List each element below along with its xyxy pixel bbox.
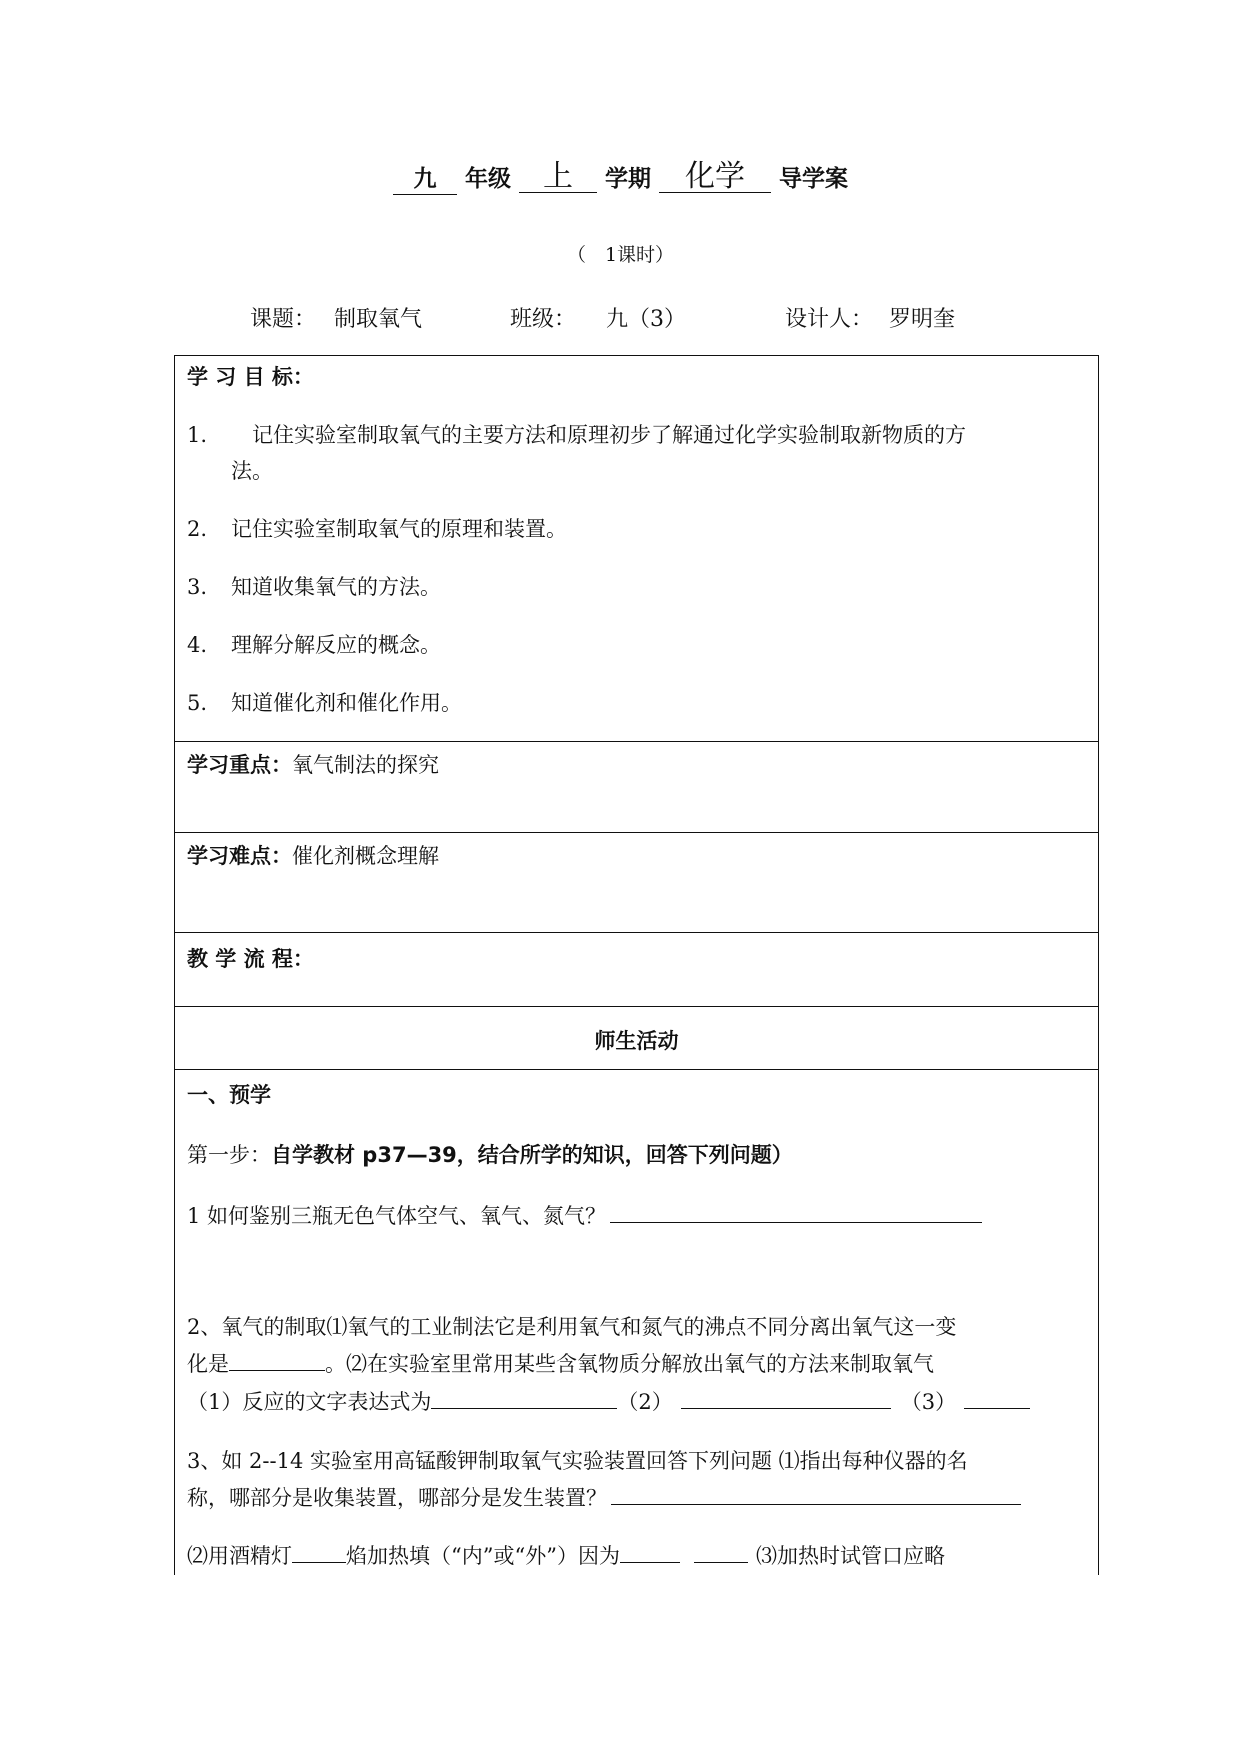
question-3-line2: 称，哪部分是收集装置，哪部分是发生装置？ — [187, 1482, 1021, 1513]
class-field — [510, 302, 686, 333]
topic-field — [250, 302, 422, 333]
question-3-line1: 3、如 2--14 实验室用高锰酸钾制取氧气实验装置回答下列问题 ⑴指出每种仪器的名 — [187, 1449, 968, 1473]
answer-blank[interactable] — [431, 1386, 617, 1409]
question-2-line2: 化是 。⑵在实验室里常用某些含氧物质分解放出氧气的方法来制取氧气 — [187, 1348, 934, 1379]
grade-label: 年级 — [464, 165, 511, 192]
topic-label: 课题： — [250, 307, 317, 332]
row-divider — [174, 832, 1099, 833]
lesson-count: （ 1课时） — [566, 244, 675, 266]
flow-heading: 教 学 流 程： — [187, 947, 314, 971]
row-divider — [174, 1006, 1099, 1007]
doc-label: 导学案 — [779, 165, 849, 192]
goal-item-3: 3. 知道收集氧气的方法。 — [187, 575, 441, 599]
designer-value: 罗明奎 — [889, 307, 956, 332]
goal-item-1: 1. 记住实验室制取氧气的主要方法和原理初步了解通过化学实验制取新物质的方 — [187, 423, 966, 447]
goals-heading: 学 习 目 标： — [187, 365, 314, 389]
preview-heading: 一、预学 — [187, 1083, 271, 1107]
grade-value: 九 — [393, 164, 457, 195]
question-2-line3: （1）反应的文字表达式为 （2） （3） — [187, 1386, 1030, 1417]
document-title — [0, 160, 1241, 195]
answer-blank[interactable] — [694, 1540, 748, 1563]
class-label: 班级： — [510, 307, 577, 332]
answer-blank[interactable] — [229, 1348, 325, 1371]
class-value: 九（3） — [606, 307, 687, 332]
answer-blank[interactable] — [681, 1386, 891, 1409]
answer-blank[interactable] — [620, 1540, 680, 1563]
question-2-line1: 2、氧气的制取⑴氧气的工业制法它是利用氧气和氮气的沸点不同分离出氧气这一变 — [187, 1315, 957, 1339]
key-point: 学习重点：氧气制法的探究 — [187, 753, 439, 777]
term-value: 上 — [519, 162, 597, 193]
row-divider — [174, 741, 1099, 742]
row-divider — [174, 932, 1099, 933]
term-label: 学期 — [605, 165, 651, 192]
step-one: 第一步：自学教材 p37—39，结合所学的知识，回答下列问题） — [187, 1143, 793, 1167]
goal-item-1-cont: 法。 — [231, 459, 273, 483]
question-1: 1 如何鉴别三瓶无色气体空气、氧气、氮气？ — [187, 1200, 982, 1231]
goal-item-4: 4. 理解分解反应的概念。 — [187, 633, 441, 657]
subject-value: 化学 — [659, 162, 771, 193]
answer-blank[interactable] — [292, 1540, 346, 1563]
activity-heading: 师生活动 — [594, 1029, 679, 1053]
answer-blank[interactable] — [964, 1386, 1030, 1409]
designer-field — [785, 302, 955, 333]
question-3-line3: ⑵用酒精灯 焰加热填（“内”或“外”）因为 ⑶加热时试管口应略 — [187, 1540, 945, 1571]
answer-blank[interactable] — [611, 1482, 1021, 1505]
difficulty: 学习难点：催化剂概念理解 — [187, 844, 439, 868]
designer-label: 设计人： — [785, 307, 874, 332]
topic-value: 制取氧气 — [334, 307, 423, 332]
goal-item-5: 5. 知道催化剂和催化作用。 — [187, 691, 462, 715]
answer-blank[interactable] — [610, 1200, 982, 1223]
row-divider — [174, 1069, 1099, 1070]
goal-item-2: 2. 记住实验室制取氧气的原理和装置。 — [187, 517, 567, 541]
